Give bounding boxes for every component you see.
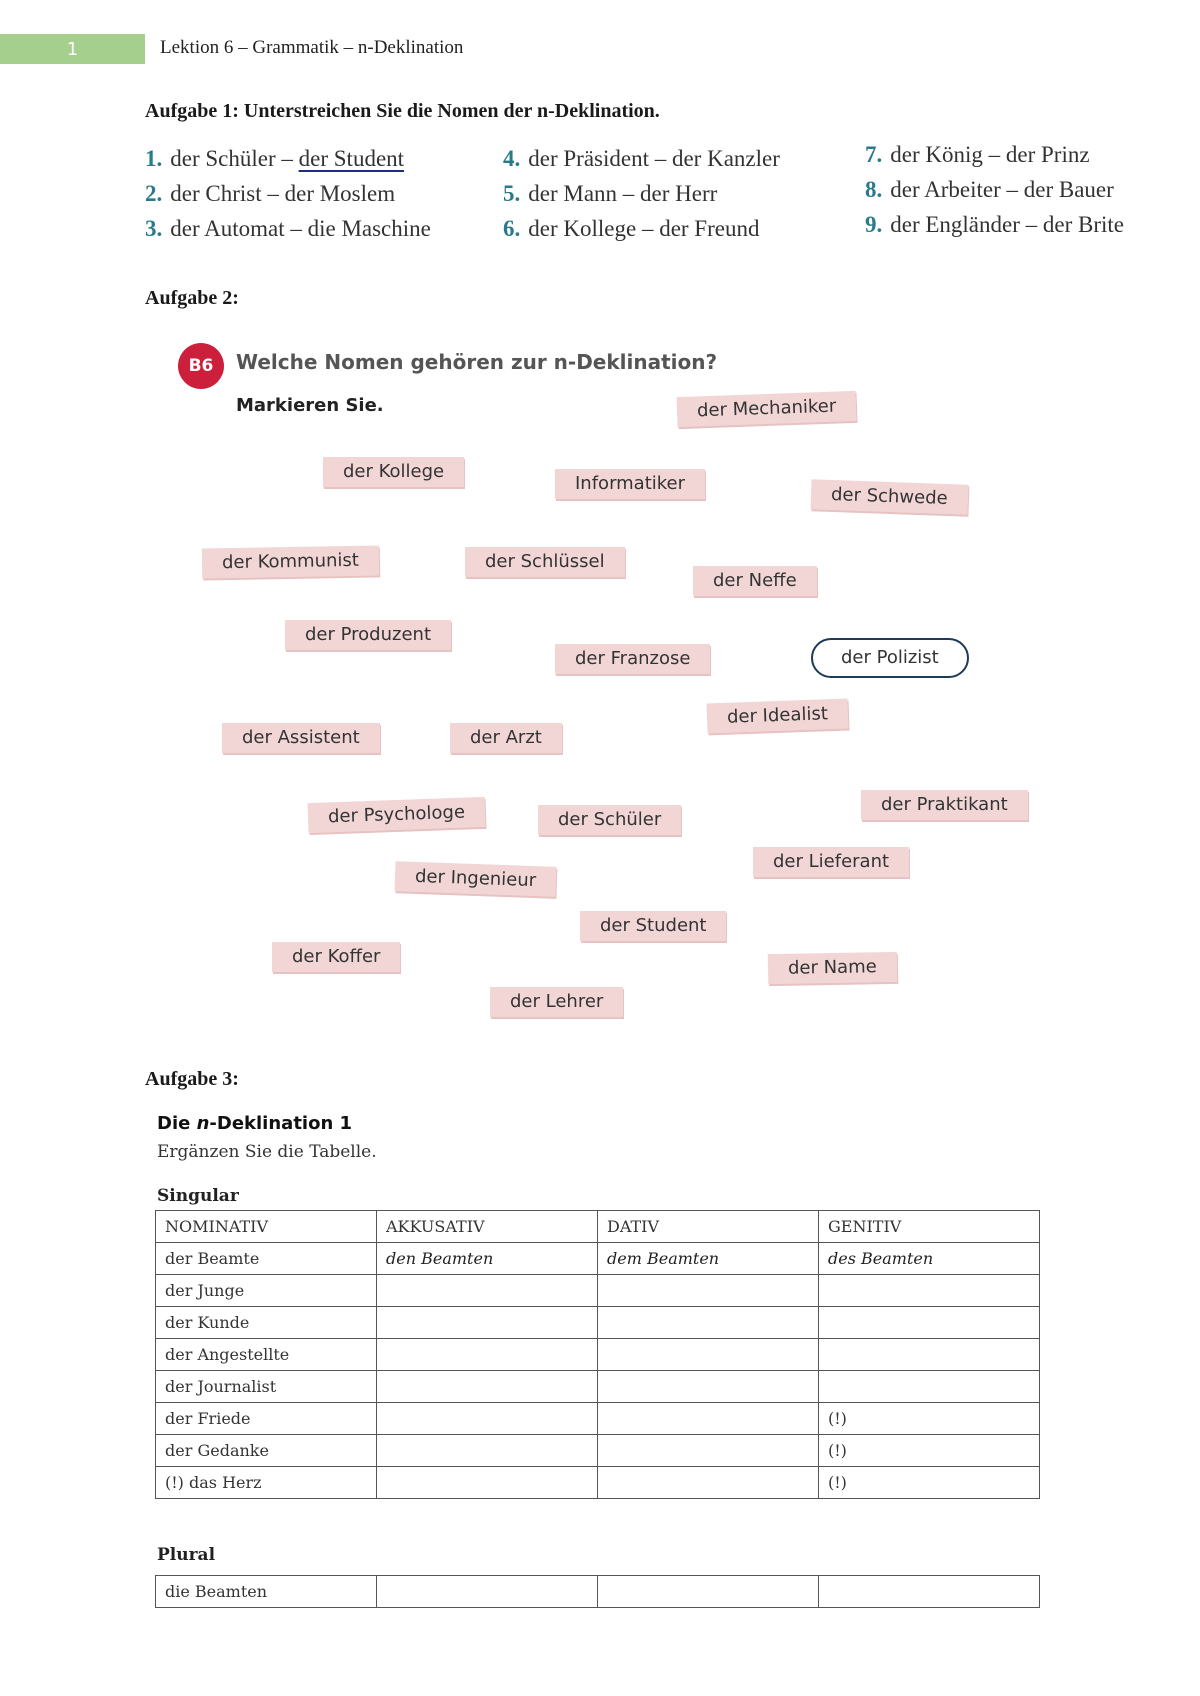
exercise-instruction: Markieren Sie. — [236, 395, 384, 416]
column-header: GENITIV — [819, 1211, 1040, 1243]
task1-item-separator: – — [636, 216, 660, 241]
answer-cell[interactable]: des Beamten — [819, 1243, 1040, 1275]
task1-item-left: der Engländer — [890, 212, 1020, 237]
answer-cell[interactable] — [819, 1275, 1040, 1307]
task1-item-separator: – — [982, 142, 1006, 167]
word-card[interactable]: der Psychologe — [308, 797, 486, 833]
word-card[interactable]: der Schlüssel — [465, 547, 625, 577]
noun-cell: der Kunde — [156, 1307, 377, 1339]
noun-cell: der Friede — [156, 1403, 377, 1435]
answer-cell[interactable]: dem Beamten — [598, 1243, 819, 1275]
column-header: AKKUSATIV — [377, 1211, 598, 1243]
noun-cell: der Angestellte — [156, 1339, 377, 1371]
answer-cell[interactable] — [819, 1371, 1040, 1403]
page-header — [0, 34, 1200, 64]
column-header: NOMINATIV — [156, 1211, 377, 1243]
exercise-title: Welche Nomen gehören zur n-Deklination? — [236, 350, 718, 374]
noun-cell: der Junge — [156, 1275, 377, 1307]
task1-item-separator: – — [284, 216, 308, 241]
word-card[interactable]: der Praktikant — [861, 790, 1028, 820]
task1-item-separator: – — [261, 181, 285, 206]
table-row — [156, 1371, 1040, 1403]
task1-item-number: 1. — [145, 146, 163, 171]
answer-cell[interactable] — [377, 1435, 598, 1467]
answer-cell[interactable]: (!) — [819, 1435, 1040, 1467]
word-card[interactable]: der Franzose — [555, 644, 710, 674]
table-row — [156, 1339, 1040, 1371]
table-row — [156, 1435, 1040, 1467]
noun-cell: der Journalist — [156, 1371, 377, 1403]
noun-cell: (!) das Herz — [156, 1467, 377, 1499]
singular-label: Singular — [157, 1186, 239, 1206]
word-card[interactable]: der Lehrer — [490, 987, 623, 1017]
noun-cell: der Beamte — [156, 1243, 377, 1275]
answer-cell[interactable] — [377, 1576, 598, 1608]
task1-item-number: 2. — [145, 181, 163, 206]
task1-item-number: 6. — [503, 216, 521, 241]
word-card[interactable]: der Koffer — [272, 942, 400, 972]
page-header-title: Lektion 6 – Grammatik – n-Deklination — [160, 37, 464, 58]
noun-cell: der Gedanke — [156, 1435, 377, 1467]
column-header: DATIV — [598, 1211, 819, 1243]
task1-item-separator: – — [648, 146, 672, 171]
word-card[interactable]: der Idealist — [707, 699, 849, 734]
task1-item-left: der Christ — [170, 181, 262, 206]
answer-cell[interactable] — [377, 1339, 598, 1371]
task1-item-number: 5. — [503, 181, 521, 206]
answer-cell[interactable] — [819, 1339, 1040, 1371]
task1-item — [865, 177, 1114, 203]
word-card[interactable]: der Kollege — [323, 457, 464, 487]
task1-item-right: der Prinz — [1005, 142, 1090, 167]
answer-cell[interactable] — [598, 1307, 819, 1339]
task2-heading: Aufgabe 2: — [145, 287, 239, 309]
task1-item-right: der Herr — [640, 181, 718, 206]
table-row — [156, 1467, 1040, 1499]
task1-item — [865, 212, 1124, 238]
answer-cell[interactable]: den Beamten — [377, 1243, 598, 1275]
word-card[interactable]: der Kommunist — [202, 545, 379, 578]
task1-item — [145, 216, 431, 242]
answer-cell[interactable] — [598, 1467, 819, 1499]
task1-heading: Aufgabe 1: Unterstreichen Sie die Nomen der n-Deklination. — [145, 100, 660, 122]
answer-cell[interactable] — [377, 1371, 598, 1403]
task1-item-left: der König — [890, 142, 983, 167]
task1-item — [145, 181, 395, 207]
task1-item — [503, 216, 759, 242]
word-card[interactable]: der Arzt — [450, 723, 562, 753]
word-card[interactable]: der Produzent — [285, 620, 451, 650]
table-row — [156, 1275, 1040, 1307]
declension-title: Die n-Deklination 1 — [157, 1113, 353, 1134]
task1-item-number: 7. — [865, 142, 883, 167]
answer-cell[interactable] — [377, 1275, 598, 1307]
table-row — [156, 1243, 1040, 1275]
answer-cell[interactable] — [598, 1339, 819, 1371]
noun-cell: die Beamten — [156, 1576, 377, 1608]
answer-cell[interactable] — [598, 1275, 819, 1307]
answer-cell[interactable] — [598, 1403, 819, 1435]
word-card-circled[interactable]: der Polizist — [811, 638, 969, 678]
declension-title-n: n — [196, 1113, 210, 1134]
task1-item-separator: – — [1019, 212, 1043, 237]
task3-heading: Aufgabe 3: — [145, 1068, 239, 1090]
page-number: 1 — [0, 34, 145, 64]
singular-table — [155, 1210, 1040, 1499]
answer-cell[interactable] — [819, 1307, 1040, 1339]
task1-item — [865, 142, 1090, 168]
task1-item-left: der Kollege — [528, 216, 637, 241]
task1-item-left: der Mann — [528, 181, 618, 206]
answer-cell[interactable] — [598, 1435, 819, 1467]
task1-item-number: 9. — [865, 212, 883, 237]
task1-item-separator: – — [617, 181, 641, 206]
word-card[interactable]: der Lieferant — [753, 847, 909, 877]
plural-table — [155, 1575, 1040, 1608]
table-row — [156, 1307, 1040, 1339]
word-card[interactable]: der Student — [580, 911, 726, 941]
task1-item-right: der Moslem — [284, 181, 396, 206]
task1-item-separator: – — [275, 146, 299, 171]
task1-item — [503, 181, 717, 207]
word-card[interactable]: der Mechaniker — [677, 391, 857, 427]
task1-item-left: der Arbeiter — [890, 177, 1001, 202]
task1-item-right: der Brite — [1042, 212, 1124, 237]
table-row — [156, 1403, 1040, 1435]
task1-item-right: der Freund — [659, 216, 760, 241]
task1-item-left: der Schüler — [170, 146, 276, 171]
exercise-badge: B6 — [178, 343, 224, 389]
answer-cell[interactable]: (!) — [819, 1403, 1040, 1435]
task1-item-right: der Kanzler — [671, 146, 780, 171]
task1-item-number: 4. — [503, 146, 521, 171]
task1-item-right: der Student — [298, 146, 405, 171]
exercise-b6 — [170, 330, 1050, 1050]
task1-item — [145, 146, 404, 172]
task1-item-left: der Präsident — [528, 146, 649, 171]
task1-item-separator: – — [1000, 177, 1024, 202]
word-card[interactable]: der Neffe — [693, 566, 817, 596]
task1-item — [503, 146, 780, 172]
table-header-row — [156, 1211, 1040, 1243]
task1-item-left: der Automat — [170, 216, 285, 241]
task1-item-number: 3. — [145, 216, 163, 241]
word-card[interactable]: der Schwede — [811, 479, 969, 514]
table-row — [156, 1576, 1040, 1608]
word-card[interactable]: der Schüler — [538, 805, 681, 835]
word-card[interactable]: der Ingenieur — [395, 861, 557, 897]
answer-cell[interactable] — [598, 1576, 819, 1608]
answer-cell[interactable] — [377, 1467, 598, 1499]
word-card[interactable]: der Name — [768, 952, 897, 984]
plural-label: Plural — [157, 1545, 216, 1565]
answer-cell[interactable] — [377, 1403, 598, 1435]
task1-item-right: der Bauer — [1023, 177, 1114, 202]
declension-instruction: Ergänzen Sie die Tabelle. — [157, 1142, 377, 1162]
answer-cell[interactable] — [377, 1307, 598, 1339]
answer-cell[interactable] — [598, 1371, 819, 1403]
task1-item-number: 8. — [865, 177, 883, 202]
answer-cell[interactable] — [819, 1576, 1040, 1608]
word-card[interactable]: der Assistent — [222, 723, 380, 753]
answer-cell[interactable]: (!) — [819, 1467, 1040, 1499]
word-card[interactable]: Informatiker — [555, 469, 705, 499]
task1-item-right: die Maschine — [307, 216, 431, 241]
